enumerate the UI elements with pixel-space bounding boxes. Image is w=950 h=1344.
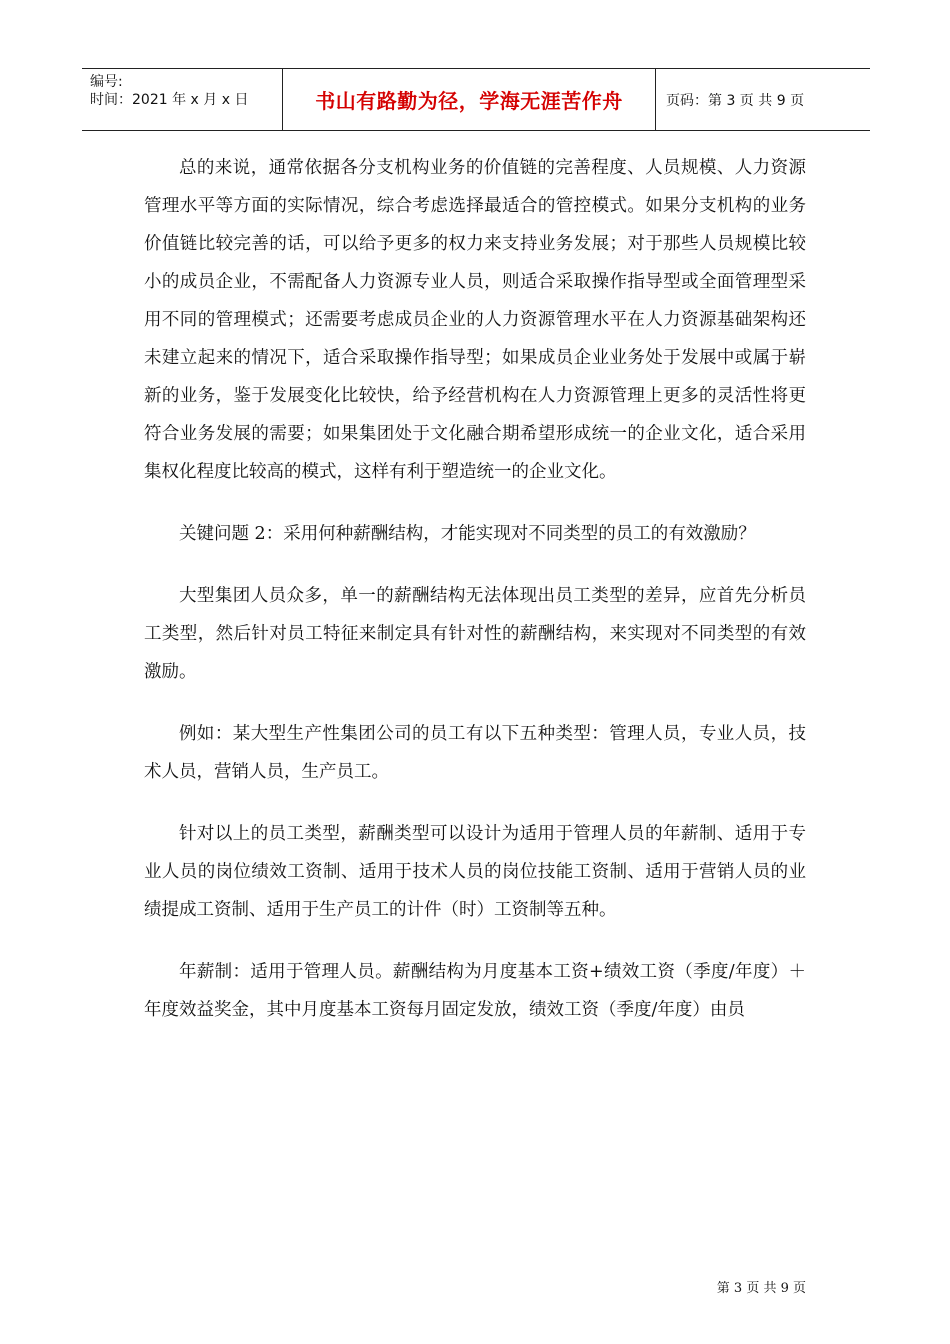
header-meta [82, 69, 282, 130]
paragraph-example: 例如：某大型生产性集团公司的员工有以下五种类型：管理人员，专业人员，技术人员，营销人员，生产员工。 [144, 724, 806, 782]
document-number-label: 编号: [90, 74, 123, 90]
header-page-info: 页码：第 3 页 共 9 页 [666, 92, 805, 109]
page-footer: 第 3 页 共 9 页 [716, 1281, 806, 1296]
document-body [144, 149, 806, 1053]
document-date: 时间：2021 年 x 月 x 日 [90, 92, 249, 108]
paragraph-employee-types-intro: 大型集团人员众多，单一的薪酬结构无法体现出员工类型的差异，应首先分析员工类型，然后针对员工特征来制定具有针对性的薪酬结构，来实现对不同类型的有效激励。 [144, 586, 806, 682]
paragraph-annual-salary: 年薪制：适用于管理人员。薪酬结构为月度基本工资+绩效工资（季度/年度）＋年度效益奖金，其中月度基本工资每月固定发放，绩效工资（季度/年度）由员 [144, 962, 806, 1020]
paragraph-salary-types: 针对以上的员工类型，薪酬类型可以设计为适用于管理人员的年薪制、适用于专业人员的岗位绩效工资制、适用于技术人员的岗位技能工资制、适用于营销人员的业绩提成工资制、适用于生产员工的计件（时）工资制等五种。 [144, 824, 806, 920]
paragraph-key-question-2: 关键问题 2：采用何种薪酬结构，才能实现对不同类型的员工的有效激励？ [179, 524, 756, 544]
page-header [82, 68, 870, 131]
paragraph-summary: 总的来说，通常依据各分支机构业务的价值链的完善程度、人员规模、人力资源管理水平等方面的实际情况，综合考虑选择最适合的管控模式。如果分支机构的业务价值链比较完善的话，可以给予更多的权力来支持业务发展；对于那些人员规模比较小的成员企业，不需配备人力资源专业人员，则适合采取操作指导型或全面管理型采用不同的管理模式；还需要考虑成员企业的人力资源管理水平在人力资源基础架构还未建立起来的情况下，适合采取操作指导型；如果成员企业业务处于发展中或属于崭新的业务，鉴于发展变化比较快，给予经营机构在人力资源管理上更多的灵活性将更符合业务发展的需要；如果集团处于文化融合期希望形成统一的企业文化，适合采用集权化程度比较高的模式，这样有利于塑造统一的企业文化。 [144, 158, 806, 482]
header-motto: 书山有路勤为径，学海无涯苦作舟 [282, 69, 656, 130]
